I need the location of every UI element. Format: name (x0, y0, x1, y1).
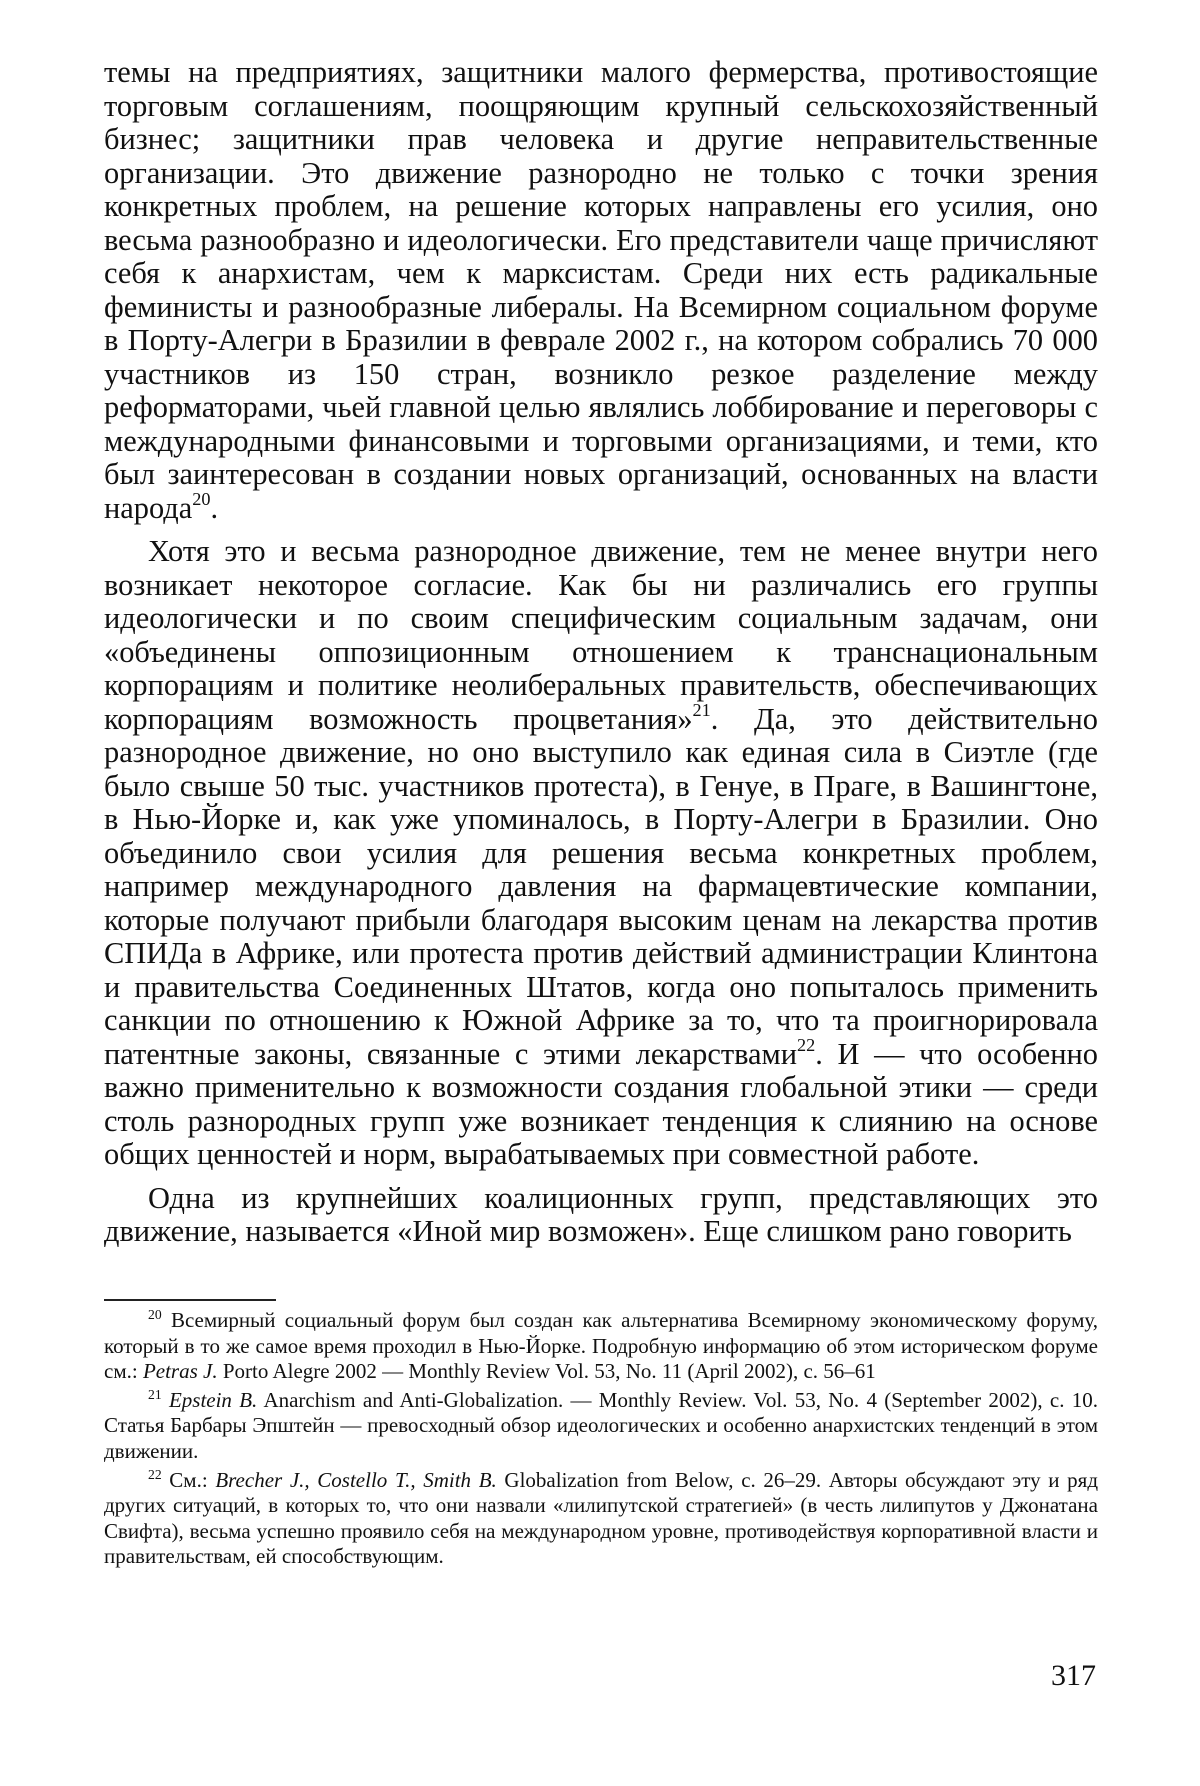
footnote-author: Brecher J., Costello T., Smith B. (215, 1467, 497, 1492)
paragraph-1-tail: . (210, 490, 219, 525)
footnote-text: Всемирный социальный форум был создан как альтернатива Всемирному экономическому форуму, который в то же самое время проходил в Нью-Йорке. Подробную информацию об этом историческом форуме см.: (104, 1308, 1099, 1384)
footnote-ref-21[interactable]: 21 (692, 699, 711, 720)
footnotes (104, 1308, 1098, 1573)
paragraph-3-text: Одна из крупнейших коалиционных групп, представляющих это движение, называется «Иной мир возможен». Еще слишком рано говорить (104, 1180, 1098, 1248)
paragraph-1-text: темы на предприятиях, защитники малого фермерства, противостоящие торговым соглашениям, поощряющим крупный сельскохозяйственный бизнес; защитники прав человека и другие неправительственные организации. Это движение разнородно не только с точки зрения конкретных проблем, на решение которых направлены его усилия, оно весьма разнообразно и идеологически. Его представители чаще причисляют себя к анархистам, чем к марксистам. Среди них есть радикальные феминисты и разнообразные либералы. На Всемирном социальном форуме в Порту-Алегри в Бразилии в феврале 2002 г., на котором собрались 70 000 участников из 150 стран, возникло резкое разделение между реформаторами, чьей главной целью являлись лоббирование и переговоры с международными финансовыми и торговыми организациями, и теми, кто был заинтересован в создании новых организаций, основанных на власти народа (104, 55, 1098, 525)
paragraph-1 (104, 56, 1098, 525)
footnote-rest: Porto Alegre 2002 — Monthly Review Vol. 53, No. 11 (April 2002), с. 56–61 (217, 1359, 876, 1384)
footnote-separator (104, 1299, 276, 1301)
paragraph-2-tail: . И — что особенно важно применительно к возможности создания глобальной этики — среди столь разнородных групп уже возникает тенденция к слиянию на основе общих ценностей и норм, вырабатываемых при совместной работе. (104, 1036, 1098, 1171)
paragraph-2 (104, 535, 1098, 1172)
paragraph-2-text: Хотя это и весьма разнородное движение, тем не менее внутри него возникает некоторое согласие. Как бы ни различались его группы идеологически и по своим специфическим социальным задачам, они «объединены оппозиционным отношением к транснациональным корпорациям и политике неолиберальных правительств, обеспечивающих корпорациям возможность процветания» (104, 534, 1098, 736)
footnote-rest: Globalization from Below, с. 26–29. Авторы обсуждают эту и ряд других ситуаций, в которых то, что они назвали «лилипутской стратегией» (в честь лилипутов у Джонатана Свифта), весьма успешно проявило себя на международном уровне, противодействуя корпоративной власти и правительствам, ей способствующим. (104, 1467, 1099, 1569)
footnote-22 (104, 1468, 1098, 1570)
footnote-20 (104, 1308, 1098, 1385)
footnote-author: Epstein B. (168, 1387, 258, 1412)
footnote-number: 21 (148, 1386, 162, 1402)
paragraph-2-middle: . Да, это действительно разнородное движение, но оно выступило как единая сила в Сиэтле (где было свыше 50 тыс. участников протеста), в Генуе, в Праге, в Вашингтоне, в Нью-Йорке и, как уже упоминалось, в Порту-Алегри в Бразилии. Оно объединило свои усилия для решения весьма конкретных проблем, например международного давления на фармацевтические компании, которые получают прибыли благодаря высоким ценам на лекарства против СПИДа в Африке, или протеста против действий администрации Клинтона и правительства Соединенных Штатов, когда оно попыталось применить санкции по отношению к Южной Африке за то, что та проигнорировала патентные законы, связанные с этими лекарствами (104, 701, 1098, 1071)
footnote-ref-22[interactable]: 22 (797, 1034, 816, 1055)
footnote-rest: Anarchism and Anti-Globalization. — Monthly Review. Vol. 53, No. 4 (September 2002), с. 10. Статья Барбары Эпштейн — превосходный обзор идеологических и особенно анархистских тенденций в этом движении. (104, 1387, 1099, 1463)
footnote-number: 20 (148, 1306, 162, 1322)
page-number: 317 (1051, 1659, 1096, 1692)
paragraph-3 (104, 1182, 1098, 1249)
footnote-ref-20[interactable]: 20 (192, 488, 211, 509)
footnote-number: 22 (148, 1466, 162, 1482)
footnote-text: См.: (169, 1467, 216, 1492)
footnote-21 (104, 1388, 1098, 1465)
main-text (104, 56, 1098, 1249)
footnote-author: Petras J. (142, 1359, 218, 1384)
